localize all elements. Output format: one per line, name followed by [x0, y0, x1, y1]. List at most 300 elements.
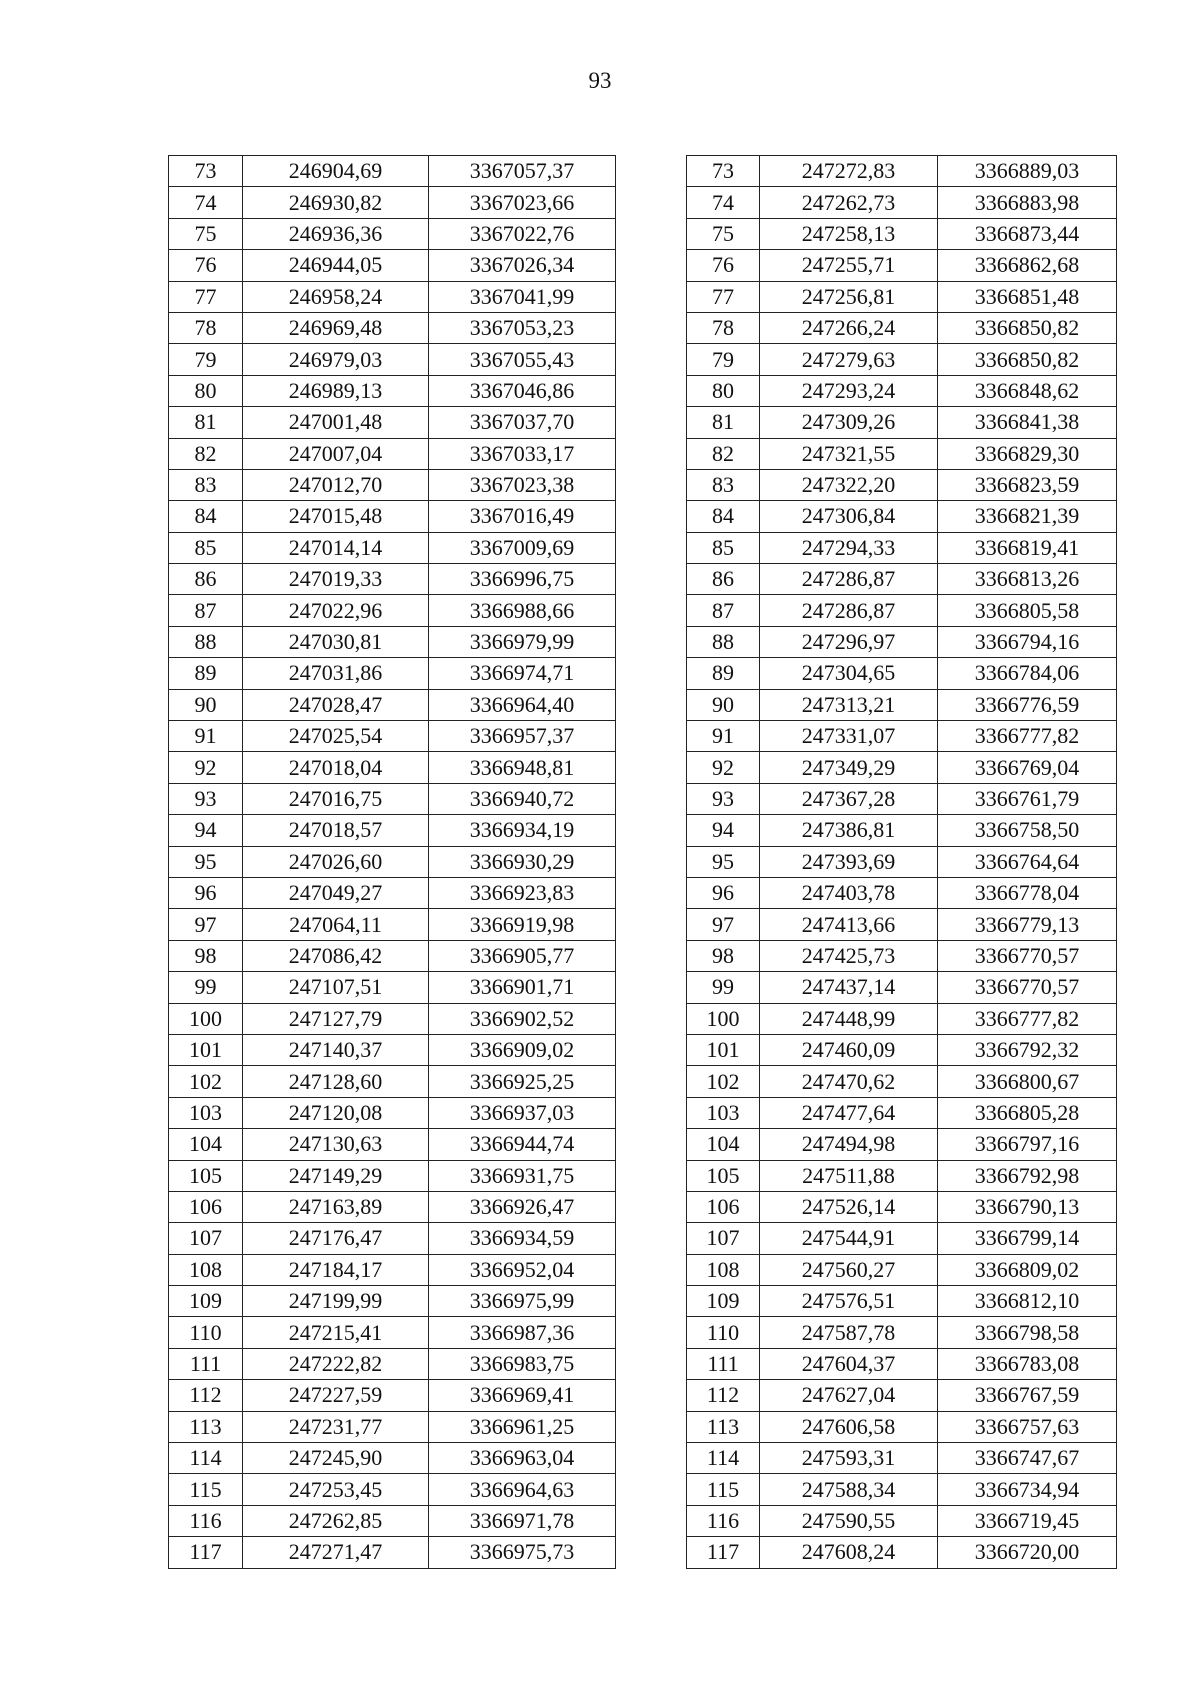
- y-coordinate-cell: 3366923,83: [429, 877, 616, 908]
- x-coordinate-cell: 247025,54: [243, 721, 429, 752]
- point-number-cell: 93: [169, 783, 243, 814]
- x-coordinate-cell: 247296,97: [760, 626, 938, 657]
- table-row: [687, 1097, 1117, 1128]
- table-row: [687, 1286, 1117, 1317]
- y-coordinate-cell: 3366889,03: [938, 156, 1117, 187]
- table-row: [687, 312, 1117, 343]
- x-coordinate-cell: 247606,58: [760, 1411, 938, 1442]
- x-coordinate-cell: 247028,47: [243, 689, 429, 720]
- point-number-cell: 75: [169, 218, 243, 249]
- x-coordinate-cell: 247086,42: [243, 940, 429, 971]
- x-coordinate-cell: 247286,87: [760, 564, 938, 595]
- y-coordinate-cell: 3367016,49: [429, 501, 616, 532]
- y-coordinate-cell: 3366747,67: [938, 1443, 1117, 1474]
- y-coordinate-cell: 3366975,73: [429, 1537, 616, 1568]
- y-coordinate-cell: 3366767,59: [938, 1380, 1117, 1411]
- table-row: [169, 156, 616, 187]
- y-coordinate-cell: 3366734,94: [938, 1474, 1117, 1505]
- y-coordinate-cell: 3366776,59: [938, 689, 1117, 720]
- point-number-cell: 101: [169, 1034, 243, 1065]
- table-row: [169, 783, 616, 814]
- point-number-cell: 87: [169, 595, 243, 626]
- point-number-cell: 97: [687, 909, 760, 940]
- y-coordinate-cell: 3366819,41: [938, 532, 1117, 563]
- table-row: [687, 1380, 1117, 1411]
- x-coordinate-cell: 246989,13: [243, 375, 429, 406]
- x-coordinate-cell: 247262,73: [760, 187, 938, 218]
- table-row: [687, 218, 1117, 249]
- x-coordinate-cell: 247130,63: [243, 1129, 429, 1160]
- table-row: [169, 438, 616, 469]
- table-row: [687, 846, 1117, 877]
- x-coordinate-cell: 247425,73: [760, 940, 938, 971]
- x-coordinate-cell: 247306,84: [760, 501, 938, 532]
- x-coordinate-cell: 247016,75: [243, 783, 429, 814]
- point-number-cell: 113: [687, 1411, 760, 1442]
- table-row: [687, 375, 1117, 406]
- point-number-cell: 97: [169, 909, 243, 940]
- table-row: [169, 909, 616, 940]
- point-number-cell: 116: [687, 1505, 760, 1536]
- x-coordinate-cell: 247544,91: [760, 1223, 938, 1254]
- table-row: [169, 281, 616, 312]
- table-row: [169, 218, 616, 249]
- point-number-cell: 98: [169, 940, 243, 971]
- y-coordinate-cell: 3366812,10: [938, 1286, 1117, 1317]
- x-coordinate-cell: 247184,17: [243, 1254, 429, 1285]
- x-coordinate-cell: 247460,09: [760, 1034, 938, 1065]
- point-number-cell: 103: [687, 1097, 760, 1128]
- point-number-cell: 113: [169, 1411, 243, 1442]
- point-number-cell: 73: [687, 156, 760, 187]
- table-row: [687, 501, 1117, 532]
- x-coordinate-cell: 247286,87: [760, 595, 938, 626]
- point-number-cell: 114: [687, 1443, 760, 1474]
- table-row: [687, 281, 1117, 312]
- point-number-cell: 82: [169, 438, 243, 469]
- table-row: [169, 1223, 616, 1254]
- point-number-cell: 117: [687, 1537, 760, 1568]
- table-row: [169, 1348, 616, 1379]
- y-coordinate-cell: 3366823,59: [938, 469, 1117, 500]
- y-coordinate-cell: 3366983,75: [429, 1348, 616, 1379]
- y-coordinate-cell: 3366809,02: [938, 1254, 1117, 1285]
- table-row: [687, 187, 1117, 218]
- y-coordinate-cell: 3366800,67: [938, 1066, 1117, 1097]
- point-number-cell: 104: [687, 1129, 760, 1160]
- x-coordinate-cell: 247222,82: [243, 1348, 429, 1379]
- x-coordinate-cell: 247049,27: [243, 877, 429, 908]
- point-number-cell: 78: [687, 312, 760, 343]
- x-coordinate-cell: 247587,78: [760, 1317, 938, 1348]
- table-row: [169, 1034, 616, 1065]
- y-coordinate-cell: 3367009,69: [429, 532, 616, 563]
- x-coordinate-cell: 247608,24: [760, 1537, 938, 1568]
- point-number-cell: 107: [169, 1223, 243, 1254]
- point-number-cell: 92: [687, 752, 760, 783]
- table-row: [169, 501, 616, 532]
- x-coordinate-cell: 247245,90: [243, 1443, 429, 1474]
- y-coordinate-cell: 3366979,99: [429, 626, 616, 657]
- table-row: [169, 250, 616, 281]
- point-number-cell: 84: [169, 501, 243, 532]
- x-coordinate-cell: 247331,07: [760, 721, 938, 752]
- point-number-cell: 111: [687, 1348, 760, 1379]
- table-row: [169, 1160, 616, 1191]
- point-number-cell: 81: [687, 407, 760, 438]
- point-number-cell: 96: [169, 877, 243, 908]
- y-coordinate-cell: 3367041,99: [429, 281, 616, 312]
- x-coordinate-cell: 247258,13: [760, 218, 938, 249]
- x-coordinate-cell: 247294,33: [760, 532, 938, 563]
- point-number-cell: 86: [687, 564, 760, 595]
- x-coordinate-cell: 247015,48: [243, 501, 429, 532]
- y-coordinate-cell: 3366934,59: [429, 1223, 616, 1254]
- x-coordinate-cell: 247593,31: [760, 1443, 938, 1474]
- point-number-cell: 110: [687, 1317, 760, 1348]
- table-row: [169, 658, 616, 689]
- table-row: [687, 344, 1117, 375]
- point-number-cell: 79: [169, 344, 243, 375]
- y-coordinate-cell: 3366901,71: [429, 972, 616, 1003]
- point-number-cell: 85: [169, 532, 243, 563]
- y-coordinate-cell: 3366850,82: [938, 344, 1117, 375]
- y-coordinate-cell: 3366944,74: [429, 1129, 616, 1160]
- table-row: [169, 721, 616, 752]
- table-row: [169, 1505, 616, 1536]
- x-coordinate-cell: 247448,99: [760, 1003, 938, 1034]
- x-coordinate-cell: 247272,83: [760, 156, 938, 187]
- point-number-cell: 77: [687, 281, 760, 312]
- x-coordinate-cell: 247393,69: [760, 846, 938, 877]
- y-coordinate-cell: 3367023,38: [429, 469, 616, 500]
- y-coordinate-cell: 3366797,16: [938, 1129, 1117, 1160]
- table-row: [687, 156, 1117, 187]
- x-coordinate-cell: 247309,26: [760, 407, 938, 438]
- x-coordinate-cell: 247321,55: [760, 438, 938, 469]
- y-coordinate-cell: 3366758,50: [938, 815, 1117, 846]
- table-row: [169, 312, 616, 343]
- point-number-cell: 83: [687, 469, 760, 500]
- point-number-cell: 102: [687, 1066, 760, 1097]
- table-row: [687, 972, 1117, 1003]
- page-number: 93: [588, 68, 612, 93]
- table-row: [169, 1066, 616, 1097]
- x-coordinate-cell: 247026,60: [243, 846, 429, 877]
- y-coordinate-cell: 3366952,04: [429, 1254, 616, 1285]
- x-coordinate-cell: 247031,86: [243, 658, 429, 689]
- table-row: [169, 1380, 616, 1411]
- y-coordinate-cell: 3366930,29: [429, 846, 616, 877]
- point-number-cell: 91: [169, 721, 243, 752]
- x-coordinate-cell: 247030,81: [243, 626, 429, 657]
- table-row: [169, 940, 616, 971]
- x-coordinate-cell: 247018,57: [243, 815, 429, 846]
- x-coordinate-cell: 247262,85: [243, 1505, 429, 1536]
- x-coordinate-cell: 247403,78: [760, 877, 938, 908]
- x-coordinate-cell: 247413,66: [760, 909, 938, 940]
- point-number-cell: 117: [169, 1537, 243, 1568]
- table-row: [169, 877, 616, 908]
- table-row: [169, 564, 616, 595]
- x-coordinate-cell: 247176,47: [243, 1223, 429, 1254]
- x-coordinate-cell: 246979,03: [243, 344, 429, 375]
- point-number-cell: 102: [169, 1066, 243, 1097]
- point-number-cell: 105: [687, 1160, 760, 1191]
- x-coordinate-cell: 247120,08: [243, 1097, 429, 1128]
- y-coordinate-cell: 3366779,13: [938, 909, 1117, 940]
- table-row: [169, 469, 616, 500]
- table-row: [169, 1443, 616, 1474]
- y-coordinate-cell: 3367026,34: [429, 250, 616, 281]
- coordinates-table-left: [168, 155, 616, 1569]
- y-coordinate-cell: 3366873,44: [938, 218, 1117, 249]
- table-row: [169, 626, 616, 657]
- y-coordinate-cell: 3366902,52: [429, 1003, 616, 1034]
- point-number-cell: 94: [169, 815, 243, 846]
- point-number-cell: 73: [169, 156, 243, 187]
- point-number-cell: 99: [169, 972, 243, 1003]
- x-coordinate-cell: 247271,47: [243, 1537, 429, 1568]
- point-number-cell: 109: [169, 1286, 243, 1317]
- x-coordinate-cell: 247215,41: [243, 1317, 429, 1348]
- x-coordinate-cell: 247018,04: [243, 752, 429, 783]
- y-coordinate-cell: 3366883,98: [938, 187, 1117, 218]
- point-number-cell: 115: [169, 1474, 243, 1505]
- x-coordinate-cell: 247322,20: [760, 469, 938, 500]
- table-row: [687, 1034, 1117, 1065]
- table-row: [687, 469, 1117, 500]
- point-number-cell: 74: [687, 187, 760, 218]
- point-number-cell: 105: [169, 1160, 243, 1191]
- y-coordinate-cell: 3366940,72: [429, 783, 616, 814]
- y-coordinate-cell: 3366987,36: [429, 1317, 616, 1348]
- point-number-cell: 109: [687, 1286, 760, 1317]
- x-coordinate-cell: 247590,55: [760, 1505, 938, 1536]
- x-coordinate-cell: 247576,51: [760, 1286, 938, 1317]
- point-number-cell: 87: [687, 595, 760, 626]
- point-number-cell: 108: [169, 1254, 243, 1285]
- table-row: [169, 689, 616, 720]
- point-number-cell: 86: [169, 564, 243, 595]
- x-coordinate-cell: 246930,82: [243, 187, 429, 218]
- y-coordinate-cell: 3366770,57: [938, 940, 1117, 971]
- y-coordinate-cell: 3367055,43: [429, 344, 616, 375]
- point-number-cell: 89: [169, 658, 243, 689]
- table-row: [169, 532, 616, 563]
- table-row: [687, 532, 1117, 563]
- point-number-cell: 103: [169, 1097, 243, 1128]
- x-coordinate-cell: 247588,34: [760, 1474, 938, 1505]
- table-row: [169, 1129, 616, 1160]
- y-coordinate-cell: 3366720,00: [938, 1537, 1117, 1568]
- point-number-cell: 85: [687, 532, 760, 563]
- point-number-cell: 82: [687, 438, 760, 469]
- point-number-cell: 94: [687, 815, 760, 846]
- x-coordinate-cell: 246936,36: [243, 218, 429, 249]
- x-coordinate-cell: 247253,45: [243, 1474, 429, 1505]
- table-row: [687, 564, 1117, 595]
- x-coordinate-cell: 247437,14: [760, 972, 938, 1003]
- x-coordinate-cell: 247627,04: [760, 1380, 938, 1411]
- x-coordinate-cell: 247007,04: [243, 438, 429, 469]
- x-coordinate-cell: 247477,64: [760, 1097, 938, 1128]
- point-number-cell: 76: [169, 250, 243, 281]
- point-number-cell: 100: [687, 1003, 760, 1034]
- x-coordinate-cell: 247022,96: [243, 595, 429, 626]
- y-coordinate-cell: 3366851,48: [938, 281, 1117, 312]
- table-row: [687, 658, 1117, 689]
- table-row: [169, 1254, 616, 1285]
- point-number-cell: 74: [169, 187, 243, 218]
- y-coordinate-cell: 3366964,40: [429, 689, 616, 720]
- y-coordinate-cell: 3366764,64: [938, 846, 1117, 877]
- y-coordinate-cell: 3366805,28: [938, 1097, 1117, 1128]
- point-number-cell: 101: [687, 1034, 760, 1065]
- x-coordinate-cell: 247001,48: [243, 407, 429, 438]
- y-coordinate-cell: 3367033,17: [429, 438, 616, 469]
- y-coordinate-cell: 3366805,58: [938, 595, 1117, 626]
- point-number-cell: 88: [169, 626, 243, 657]
- x-coordinate-cell: 247293,24: [760, 375, 938, 406]
- y-coordinate-cell: 3366934,19: [429, 815, 616, 846]
- y-coordinate-cell: 3366761,79: [938, 783, 1117, 814]
- y-coordinate-cell: 3366792,98: [938, 1160, 1117, 1191]
- y-coordinate-cell: 3366821,39: [938, 501, 1117, 532]
- x-coordinate-cell: 247604,37: [760, 1348, 938, 1379]
- table-row: [169, 375, 616, 406]
- table-row: [687, 783, 1117, 814]
- point-number-cell: 90: [169, 689, 243, 720]
- y-coordinate-cell: 3366919,98: [429, 909, 616, 940]
- y-coordinate-cell: 3366926,47: [429, 1191, 616, 1222]
- y-coordinate-cell: 3366769,04: [938, 752, 1117, 783]
- y-coordinate-cell: 3366770,57: [938, 972, 1117, 1003]
- table-row: [687, 250, 1117, 281]
- x-coordinate-cell: 247266,24: [760, 312, 938, 343]
- table-row: [169, 1474, 616, 1505]
- point-number-cell: 114: [169, 1443, 243, 1474]
- x-coordinate-cell: 247511,88: [760, 1160, 938, 1191]
- x-coordinate-cell: 247149,29: [243, 1160, 429, 1191]
- y-coordinate-cell: 3366971,78: [429, 1505, 616, 1536]
- table-row: [687, 1443, 1117, 1474]
- y-coordinate-cell: 3367023,66: [429, 187, 616, 218]
- x-coordinate-cell: 247127,79: [243, 1003, 429, 1034]
- y-coordinate-cell: 3366850,82: [938, 312, 1117, 343]
- point-number-cell: 76: [687, 250, 760, 281]
- table-row: [687, 1066, 1117, 1097]
- point-number-cell: 98: [687, 940, 760, 971]
- table-row: [687, 752, 1117, 783]
- table-row: [169, 1317, 616, 1348]
- y-coordinate-cell: 3366778,04: [938, 877, 1117, 908]
- point-number-cell: 89: [687, 658, 760, 689]
- x-coordinate-cell: 247012,70: [243, 469, 429, 500]
- y-coordinate-cell: 3366909,02: [429, 1034, 616, 1065]
- point-number-cell: 90: [687, 689, 760, 720]
- x-coordinate-cell: 247367,28: [760, 783, 938, 814]
- y-coordinate-cell: 3366862,68: [938, 250, 1117, 281]
- x-coordinate-cell: 247494,98: [760, 1129, 938, 1160]
- table-row: [169, 1003, 616, 1034]
- point-number-cell: 106: [687, 1191, 760, 1222]
- table-row: [687, 877, 1117, 908]
- x-coordinate-cell: 247227,59: [243, 1380, 429, 1411]
- table-row: [169, 752, 616, 783]
- point-number-cell: 83: [169, 469, 243, 500]
- table-row: [169, 187, 616, 218]
- table-row: [169, 1097, 616, 1128]
- x-coordinate-cell: 247279,63: [760, 344, 938, 375]
- y-coordinate-cell: 3366996,75: [429, 564, 616, 595]
- y-coordinate-cell: 3366783,08: [938, 1348, 1117, 1379]
- point-number-cell: 116: [169, 1505, 243, 1536]
- point-number-cell: 80: [687, 375, 760, 406]
- point-number-cell: 107: [687, 1223, 760, 1254]
- coordinates-table-right: [686, 155, 1117, 1569]
- point-number-cell: 108: [687, 1254, 760, 1285]
- x-coordinate-cell: 247128,60: [243, 1066, 429, 1097]
- x-coordinate-cell: 247304,65: [760, 658, 938, 689]
- y-coordinate-cell: 3366964,63: [429, 1474, 616, 1505]
- point-number-cell: 79: [687, 344, 760, 375]
- y-coordinate-cell: 3367037,70: [429, 407, 616, 438]
- point-number-cell: 111: [169, 1348, 243, 1379]
- y-coordinate-cell: 3366777,82: [938, 1003, 1117, 1034]
- point-number-cell: 95: [169, 846, 243, 877]
- point-number-cell: 104: [169, 1129, 243, 1160]
- table-row: [169, 815, 616, 846]
- x-coordinate-cell: 247231,77: [243, 1411, 429, 1442]
- point-number-cell: 93: [687, 783, 760, 814]
- table-row: [169, 1191, 616, 1222]
- table-row: [687, 1160, 1117, 1191]
- x-coordinate-cell: 247107,51: [243, 972, 429, 1003]
- table-row: [687, 1537, 1117, 1568]
- y-coordinate-cell: 3366905,77: [429, 940, 616, 971]
- x-coordinate-cell: 247526,14: [760, 1191, 938, 1222]
- x-coordinate-cell: 247064,11: [243, 909, 429, 940]
- x-coordinate-cell: 247349,29: [760, 752, 938, 783]
- y-coordinate-cell: 3366841,38: [938, 407, 1117, 438]
- y-coordinate-cell: 3366719,45: [938, 1505, 1117, 1536]
- point-number-cell: 115: [687, 1474, 760, 1505]
- x-coordinate-cell: 246944,05: [243, 250, 429, 281]
- y-coordinate-cell: 3366931,75: [429, 1160, 616, 1191]
- x-coordinate-cell: 247256,81: [760, 281, 938, 312]
- y-coordinate-cell: 3366790,13: [938, 1191, 1117, 1222]
- y-coordinate-cell: 3366948,81: [429, 752, 616, 783]
- table-row: [169, 344, 616, 375]
- table-row: [687, 1317, 1117, 1348]
- y-coordinate-cell: 3366961,25: [429, 1411, 616, 1442]
- x-coordinate-cell: 247019,33: [243, 564, 429, 595]
- point-number-cell: 110: [169, 1317, 243, 1348]
- point-number-cell: 91: [687, 721, 760, 752]
- table-row: [169, 846, 616, 877]
- y-coordinate-cell: 3366799,14: [938, 1223, 1117, 1254]
- point-number-cell: 77: [169, 281, 243, 312]
- point-number-cell: 112: [169, 1380, 243, 1411]
- y-coordinate-cell: 3366957,37: [429, 721, 616, 752]
- x-coordinate-cell: 247014,14: [243, 532, 429, 563]
- y-coordinate-cell: 3366813,26: [938, 564, 1117, 595]
- table-row: [169, 972, 616, 1003]
- point-number-cell: 95: [687, 846, 760, 877]
- y-coordinate-cell: 3366798,58: [938, 1317, 1117, 1348]
- y-coordinate-cell: 3366975,99: [429, 1286, 616, 1317]
